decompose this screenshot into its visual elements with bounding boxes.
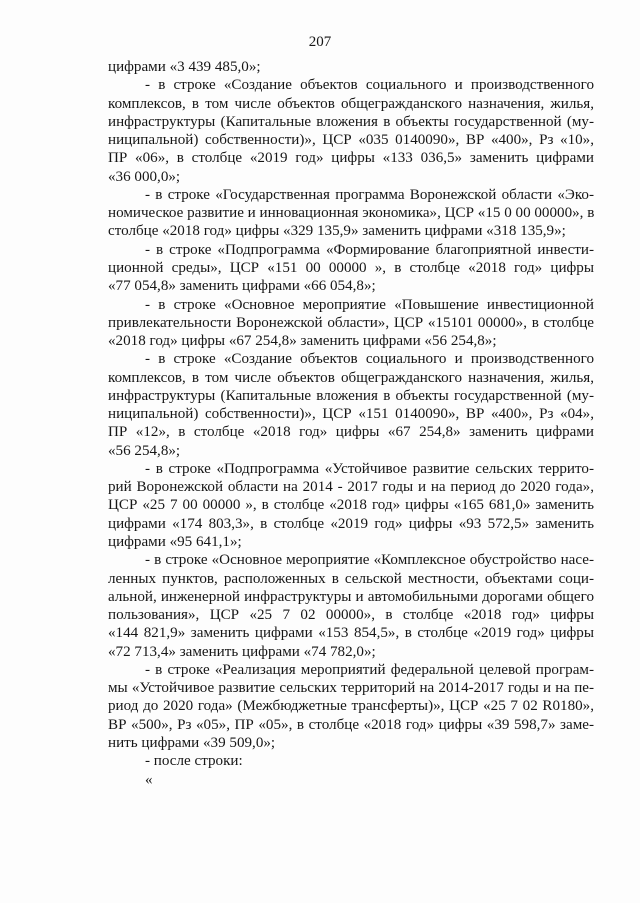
text-line: номическое развитие и инновационная экономика», ЦСР «15 0 00 00000», в	[108, 205, 595, 222]
text-line: комплексов, в том числе объектов общегражданского назначения, жилья,	[108, 369, 594, 386]
text-line: - в строке «Подпрограмма «Формирование благоприятной инвести-	[145, 241, 594, 258]
text-line: рий Воронежской области на 2014 - 2017 годы и на период до 2020 года»,	[108, 479, 594, 496]
text-line: - в строке «Создание объектов социального и производственного	[145, 351, 594, 368]
text-line: цифрами «95 641,1»;	[108, 534, 242, 551]
text-line: «77 054,8» заменить цифрами «66 054,8»;	[108, 278, 376, 295]
text-line: - в строке «Реализация мероприятий федеральной целевой програм-	[145, 661, 594, 678]
text-line: ПР «12», в столбце «2018 год» цифры «67 254,8» заменить цифрами	[108, 424, 594, 441]
text-line: - после строки:	[145, 753, 243, 770]
text-line: «56 254,8»;	[108, 442, 181, 459]
text-line: цифрами «174 803,3», в столбце «2019 год» цифры «93 572,5» заменить	[108, 515, 594, 532]
text-line: ниципальной) собственности)», ЦСР «151 0140090», ВР «400», Рз «04»,	[108, 406, 594, 423]
text-line: ПР «06», в столбце «2019 год» цифры «133 036,5» заменить цифрами	[108, 150, 594, 167]
text-line: ЦСР «25 7 00 00000 », в столбце «2018 год» цифры «165 681,0» заменить	[108, 497, 594, 514]
text-line: ВР «500», Рз «05», ПР «05», в столбце «2018 год» цифры «39 598,7» заме-	[108, 716, 594, 733]
text-line: - в строке «Государственная программа Воронежской области «Эко-	[145, 186, 594, 203]
text-line: - в строке «Основное мероприятие «Повышение инвестиционной	[145, 296, 594, 313]
text-line: инфраструктуры (Капитальные вложения в объекты государственной (му-	[108, 387, 594, 404]
text-line: риод до 2020 года» (Межбюджетные трансферты)», ЦСР «25 7 02 R0180»,	[108, 698, 594, 715]
text-line: нить цифрами «39 509,0»;	[108, 734, 276, 751]
text-line: комплексов, в том числе объектов общегражданского назначения, жилья,	[108, 95, 594, 112]
text-line: ционной среды», ЦСР «151 00 00000 », в столбце «2018 год» цифры	[108, 259, 594, 276]
text-line: столбце «2018 год» цифры «329 135,9» заменить цифрами «318 135,9»;	[108, 223, 566, 240]
text-line: «	[145, 771, 153, 788]
text-line: привлекательности Воронежской области», ЦСР «15101 00000», в столбце	[108, 314, 594, 331]
text-line: альной, инженерной инфраструктуры и автомобильными дорогами общего	[108, 588, 594, 605]
text-line: ленных пунктов, расположенных в сельской местности, объектами соци-	[108, 570, 594, 587]
text-line: инфраструктуры (Капитальные вложения в объекты государственной (му-	[108, 113, 594, 130]
text-line: мы «Устойчивое развитие сельских территорий на 2014-2017 годы и на пе-	[108, 680, 594, 697]
text-line: «36 000,0»;	[108, 168, 181, 185]
page-number: 207	[308, 34, 332, 50]
text-line: «72 713,4» заменить цифрами «74 782,0»;	[108, 643, 376, 660]
text-line: - в строке «Создание объектов социального и производственного	[145, 77, 594, 94]
text-line: «2018 год» цифры «67 254,8» заменить цифрами «56 254,8»;	[108, 333, 497, 350]
text-line: цифрами «3 439 485,0»;	[108, 59, 261, 75]
text-line: ниципальной) собственности)», ЦСР «035 0140090», ВР «400», Рз «10»,	[108, 132, 594, 149]
text-line: «144 821,9» заменить цифрами «153 854,5», в столбце «2019 год» цифры	[108, 625, 594, 642]
text-line: пользования», ЦСР «25 7 02 00000», в столбце «2018 год» цифры	[108, 607, 594, 624]
text-line: - в строке «Подпрограмма «Устойчивое развитие сельских террито-	[145, 460, 594, 477]
text-line: - в строке «Основное мероприятие «Комплексное обустройство насе-	[145, 552, 594, 569]
